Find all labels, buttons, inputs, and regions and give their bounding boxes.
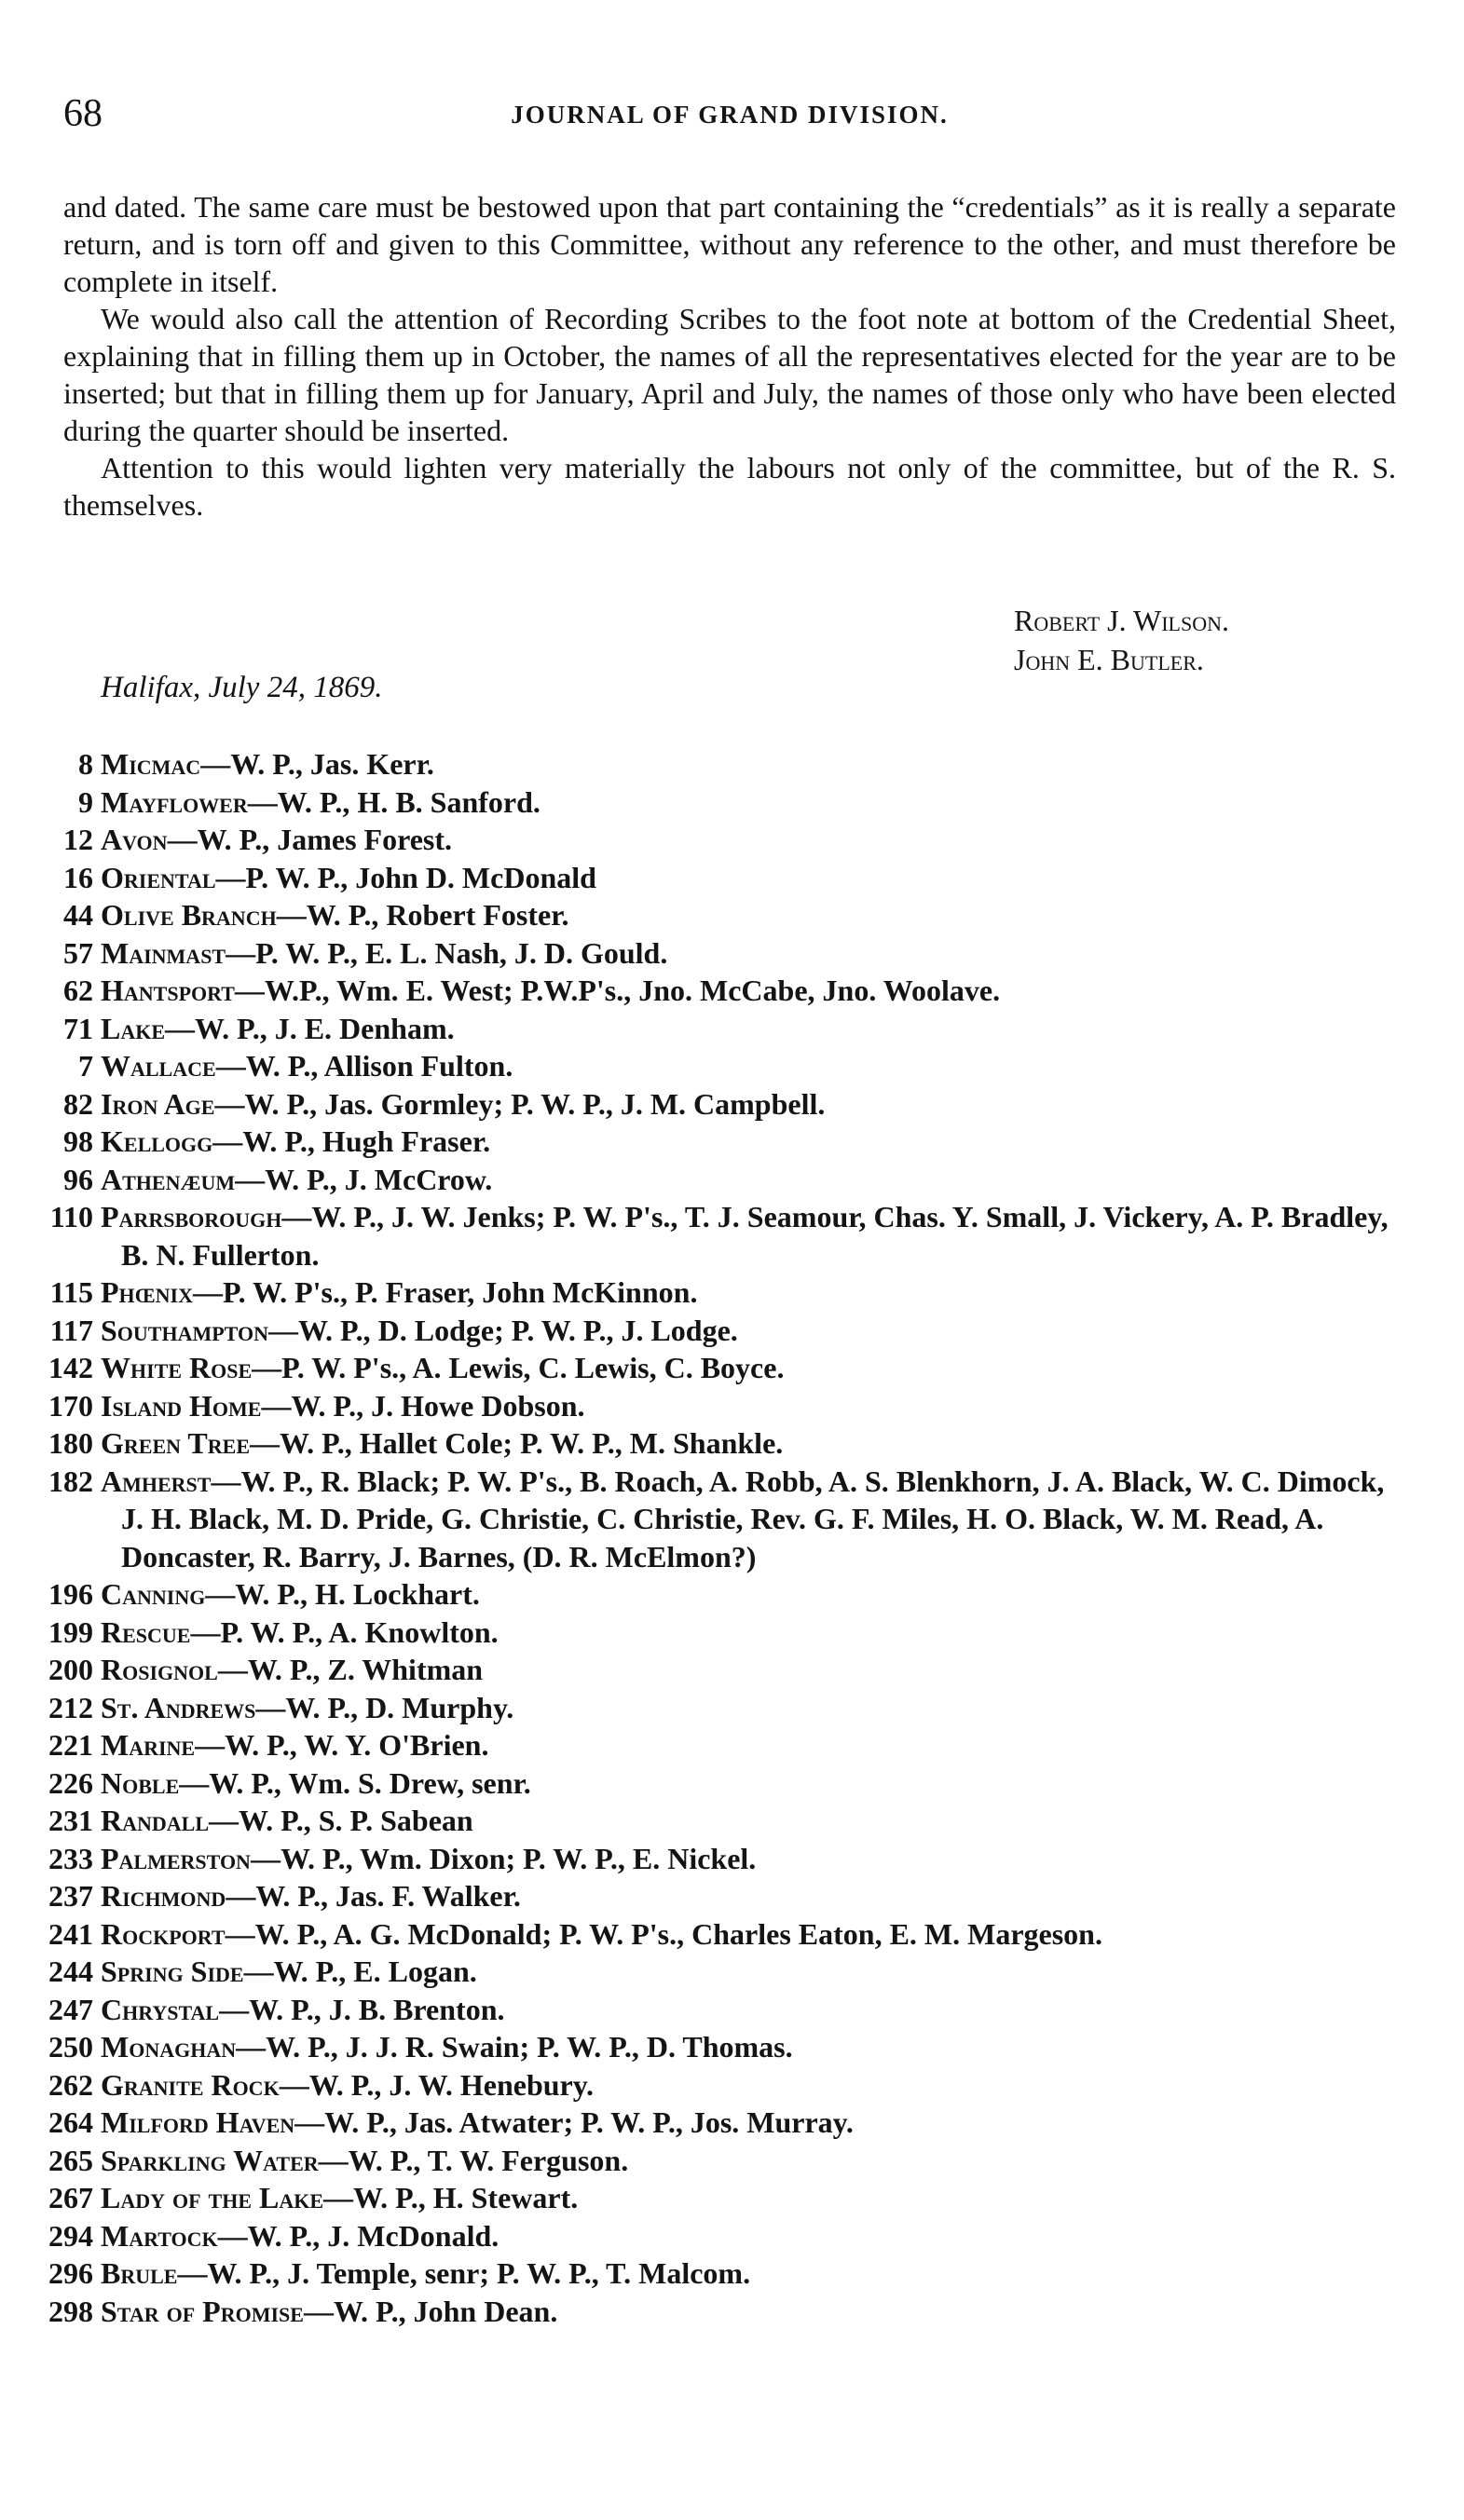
list-item: [48, 2028, 1390, 2066]
list-item: [48, 1010, 1390, 1048]
division-name: Rockport: [101, 1916, 226, 1951]
division-number: 221: [48, 1728, 93, 1762]
division-number: 182: [48, 1464, 93, 1498]
officers-text: —P. W. P., John D. McDonald: [215, 860, 596, 894]
officers-text: —W. P., J. J. R. Swain; P. W. P., D. Thomas.: [236, 2030, 793, 2064]
list-item: [48, 2179, 1390, 2217]
division-name: Mainmast: [101, 935, 226, 970]
division-name: Island Home: [101, 1388, 262, 1423]
division-number: 294: [48, 2218, 93, 2253]
list-item: [48, 1463, 1390, 1576]
division-number: 244: [48, 1955, 93, 1988]
dateline: Halifax, July 24, 1869.: [101, 671, 383, 704]
list-item: [48, 821, 1390, 859]
division-number: 98: [63, 1124, 93, 1158]
division-name: Oriental: [101, 860, 216, 894]
list-item: [48, 1651, 1390, 1689]
list-item: [48, 1915, 1390, 1954]
officers-text: —W.P., Wm. E. West; P.W.P's., Jno. McCabe, Jno. Woolave.: [234, 974, 1001, 1007]
officers-text: —W. P., J. McCrow.: [235, 1162, 493, 1196]
officers-text: —P. W. P's., P. Fraser, John McKinnon.: [193, 1275, 698, 1309]
list-item: [48, 2217, 1390, 2255]
officers-text: —W. P., Wm. S. Drew, senr.: [179, 1765, 531, 1800]
division-name: Mayflower: [101, 784, 248, 819]
list-item: [48, 934, 1390, 973]
list-item: [48, 859, 1390, 897]
division-number: 142: [48, 1351, 93, 1384]
division-name: Avon: [101, 823, 168, 856]
division-number: 16: [63, 860, 93, 894]
list-item: [48, 1802, 1390, 1840]
list-item: [48, 1764, 1390, 1803]
list-item: [48, 1840, 1390, 1878]
officers-text: —W. P., Jas. F. Walker.: [226, 1879, 521, 1913]
division-name: Monaghan: [101, 2030, 237, 2064]
list-item: [48, 1123, 1390, 1161]
division-number: 296: [48, 2256, 93, 2290]
page-number: 68: [63, 92, 103, 135]
division-name: Phœnix: [101, 1275, 193, 1309]
officers-text: —W. P., Jas. Atwater; P. W. P., Jos. Murray.: [294, 2105, 854, 2139]
officers-text: —W. P., A. G. McDonald; P. W. P's., Charles Eaton, E. M. Margeson.: [225, 1916, 1102, 1951]
division-number: 267: [48, 2181, 93, 2214]
division-number: 233: [48, 1841, 93, 1875]
division-number: 8: [78, 747, 93, 781]
officers-text: —P. W. P., E. L. Nash, J. D. Gould.: [226, 935, 668, 970]
division-name: Noble: [101, 1765, 180, 1800]
body-text: [63, 188, 1396, 524]
officers-text: —W. P., J. E. Denham.: [165, 1011, 455, 1045]
division-number: 57: [63, 935, 93, 970]
division-name: Martock: [101, 2218, 218, 2253]
officers-text: —W. P., James Forest.: [167, 823, 453, 856]
division-number: 82: [63, 1086, 93, 1121]
division-name: Rosignol: [101, 1653, 218, 1686]
paragraph: Attention to this would lighten very materially the labours not only of the committee, but of the R. S. themselves.: [63, 451, 1396, 522]
officers-text: —W. P., J. B. Brenton.: [219, 1992, 505, 2026]
list-item: [48, 2142, 1390, 2180]
list-item: [48, 1614, 1390, 1652]
division-name: Brule: [101, 2256, 178, 2290]
officers-text: —W. P., W. Y. O'Brien.: [195, 1728, 489, 1762]
list-item: [48, 2104, 1390, 2142]
division-name: Randall: [101, 1804, 210, 1837]
division-name: Rescue: [101, 1614, 191, 1649]
division-name: Wallace: [101, 1049, 216, 1083]
division-name: Olive Branch: [101, 898, 277, 932]
division-name: St. Andrews: [101, 1690, 256, 1724]
officers-text: —W. P., J. Howe Dobson.: [261, 1388, 585, 1423]
division-number: 96: [63, 1162, 93, 1196]
division-name: Athenæum: [101, 1162, 236, 1196]
officers-text: —W. P., R. Black; P. W. P's., B. Roach, A. Robb, A. S. Blenkhorn, J. A. Black, W. C. Dimock, J. H. Black, M. D. Pride, G. Christie, C. Christie, Rev. G. F. Miles, H. O. Black, W. M. Read, A. Doncaster, R. Barry, J. Barnes, (D. R. McElmon?): [121, 1464, 1385, 1573]
division-number: 226: [48, 1765, 93, 1800]
list-item: [48, 1991, 1390, 2029]
list-item: [48, 896, 1390, 934]
division-name: Southampton: [101, 1313, 268, 1347]
division-name: Lady of the Lake: [101, 2181, 324, 2214]
officers-text: —W. P., H. Stewart.: [323, 2181, 579, 2214]
division-name: Green Tree: [101, 1426, 251, 1460]
paragraph: and dated. The same care must be bestowed upon that part containing the “credentials” as it is really a separate return, and is torn off and given to this Committee, without any reference to the other, and must therefore be complete in itself.: [63, 190, 1396, 298]
division-number: 231: [48, 1804, 93, 1837]
division-number: 7: [78, 1049, 93, 1083]
division-name: Parrsborough: [101, 1200, 282, 1233]
division-number: 196: [48, 1577, 93, 1611]
division-number: 71: [63, 1011, 93, 1045]
officers-text: —W. P., J. W. Henebury.: [279, 2067, 594, 2102]
officers-text: —W. P., Robert Foster.: [276, 898, 569, 932]
officers-text: —P. W. P's., A. Lewis, C. Lewis, C. Boyce.: [252, 1351, 785, 1384]
division-name: Kellogg: [101, 1124, 213, 1158]
signature: Robert J. Wilson.: [1014, 604, 1229, 637]
division-name: Sparkling Water: [101, 2143, 319, 2177]
list-item: [48, 1424, 1390, 1463]
list-item: [48, 1726, 1390, 1764]
officers-text: —W. P., J. W. Jenks; P. W. P's., T. J. Seamour, Chas. Y. Small, J. Vickery, A. P. Bradley, B. N. Fullerton.: [121, 1200, 1389, 1272]
division-number: 44: [63, 898, 93, 932]
list-item: [48, 1274, 1390, 1312]
officers-text: —W. P., D. Lodge; P. W. P., J. Lodge.: [267, 1313, 738, 1347]
division-number: 265: [48, 2143, 93, 2177]
officers-text: —P. W. P., A. Knowlton.: [190, 1614, 499, 1649]
list-item: [48, 1877, 1390, 1915]
signature-block: [1014, 601, 1229, 679]
list-item: [48, 1085, 1390, 1124]
officers-text: —W. P., H. B. Sanford.: [247, 784, 540, 819]
division-number: 237: [48, 1879, 93, 1913]
division-name: Richmond: [101, 1879, 226, 1913]
division-number: 262: [48, 2067, 93, 2102]
list-item: [48, 1161, 1390, 1199]
officers-text: —W. P., D. Murphy.: [255, 1690, 514, 1724]
list-item: [48, 2066, 1390, 2105]
list-item: [48, 1689, 1390, 1727]
list-item: [48, 783, 1390, 822]
division-name: Amherst: [101, 1464, 212, 1498]
officers-text: —W. P., J. McDonald.: [217, 2218, 499, 2253]
officers-text: —W. P., S. P. Sabean: [209, 1804, 473, 1837]
list-item: [48, 1312, 1390, 1350]
officers-text: —W. P., E. Logan.: [243, 1955, 477, 1988]
running-title: JOURNAL OF GRAND DIVISION.: [511, 101, 949, 129]
officers-text: —W. P., Wm. Dixon; P. W. P., E. Nickel.: [250, 1841, 757, 1875]
officers-text: —W. P., J. Temple, senr; P. W. P., T. Malcom.: [177, 2256, 751, 2290]
officers-text: —W. P., Hugh Fraser.: [212, 1124, 491, 1158]
list-item: [48, 1953, 1390, 1991]
division-number: 241: [48, 1916, 93, 1951]
division-number: 264: [48, 2105, 93, 2139]
division-number: 9: [78, 784, 93, 819]
list-item: [48, 1349, 1390, 1387]
division-list: [48, 745, 1390, 2330]
division-number: 62: [63, 974, 93, 1007]
officers-text: —W. P., Z. Whitman: [217, 1653, 484, 1686]
division-name: Canning: [101, 1577, 206, 1611]
officers-text: —W. P., Hallet Cole; P. W. P., M. Shankle.: [250, 1426, 784, 1460]
division-number: 200: [48, 1653, 93, 1686]
list-item: [48, 1387, 1390, 1425]
officers-text: —W. P., H. Lockhart.: [205, 1577, 480, 1611]
division-number: 247: [48, 1992, 93, 2026]
list-item: [48, 1198, 1390, 1274]
officers-text: —W. P., Jas. Gormley; P. W. P., J. M. Campbell.: [214, 1086, 826, 1121]
paragraph: We would also call the attention of Recording Scribes to the foot note at bottom of the Credential Sheet, explaining that in filling them up in October, the names of all the representatives elected for the year are to be inserted; but that in filling them up for January, April and July, the names of those only who have been elected during the quarter should be inserted.: [63, 302, 1396, 447]
officers-text: —W. P., T. W. Ferguson.: [318, 2143, 629, 2177]
list-item: [48, 2293, 1390, 2331]
division-name: Lake: [101, 1011, 166, 1045]
division-number: 12: [63, 823, 93, 856]
division-number: 199: [48, 1614, 93, 1649]
division-number: 250: [48, 2030, 93, 2064]
division-number: 170: [48, 1388, 93, 1423]
division-name: Micmac: [101, 747, 201, 781]
division-number: 212: [48, 1690, 93, 1724]
officers-text: —W. P., Jas. Kerr.: [200, 747, 434, 781]
list-item: [48, 2254, 1390, 2293]
signature: John E. Butler.: [1014, 643, 1204, 676]
division-name: Chrystal: [101, 1992, 220, 2026]
division-name: Hantsport: [101, 974, 235, 1007]
list-item: [48, 1575, 1390, 1614]
list-item: [48, 1047, 1390, 1085]
list-item: [48, 972, 1390, 1010]
division-name: Marine: [101, 1728, 196, 1762]
division-number: 115: [49, 1275, 93, 1309]
division-number: 117: [49, 1313, 93, 1347]
division-name: Granite Rock: [101, 2067, 280, 2102]
division-name: Spring Side: [101, 1955, 244, 1988]
division-name: Iron Age: [101, 1086, 215, 1121]
division-name: Milford Haven: [101, 2105, 295, 2139]
division-name: White Rose: [101, 1351, 253, 1384]
division-name: Star of Promise: [101, 2294, 304, 2328]
division-number: 110: [49, 1200, 93, 1233]
division-number: 180: [48, 1426, 93, 1460]
officers-text: —W. P., John Dean.: [303, 2294, 558, 2328]
division-number: 298: [48, 2294, 93, 2328]
officers-text: —W. P., Allison Fulton.: [215, 1049, 513, 1083]
page-header: [63, 91, 1396, 147]
list-item: [48, 745, 1390, 783]
division-name: Palmerston: [101, 1841, 251, 1875]
